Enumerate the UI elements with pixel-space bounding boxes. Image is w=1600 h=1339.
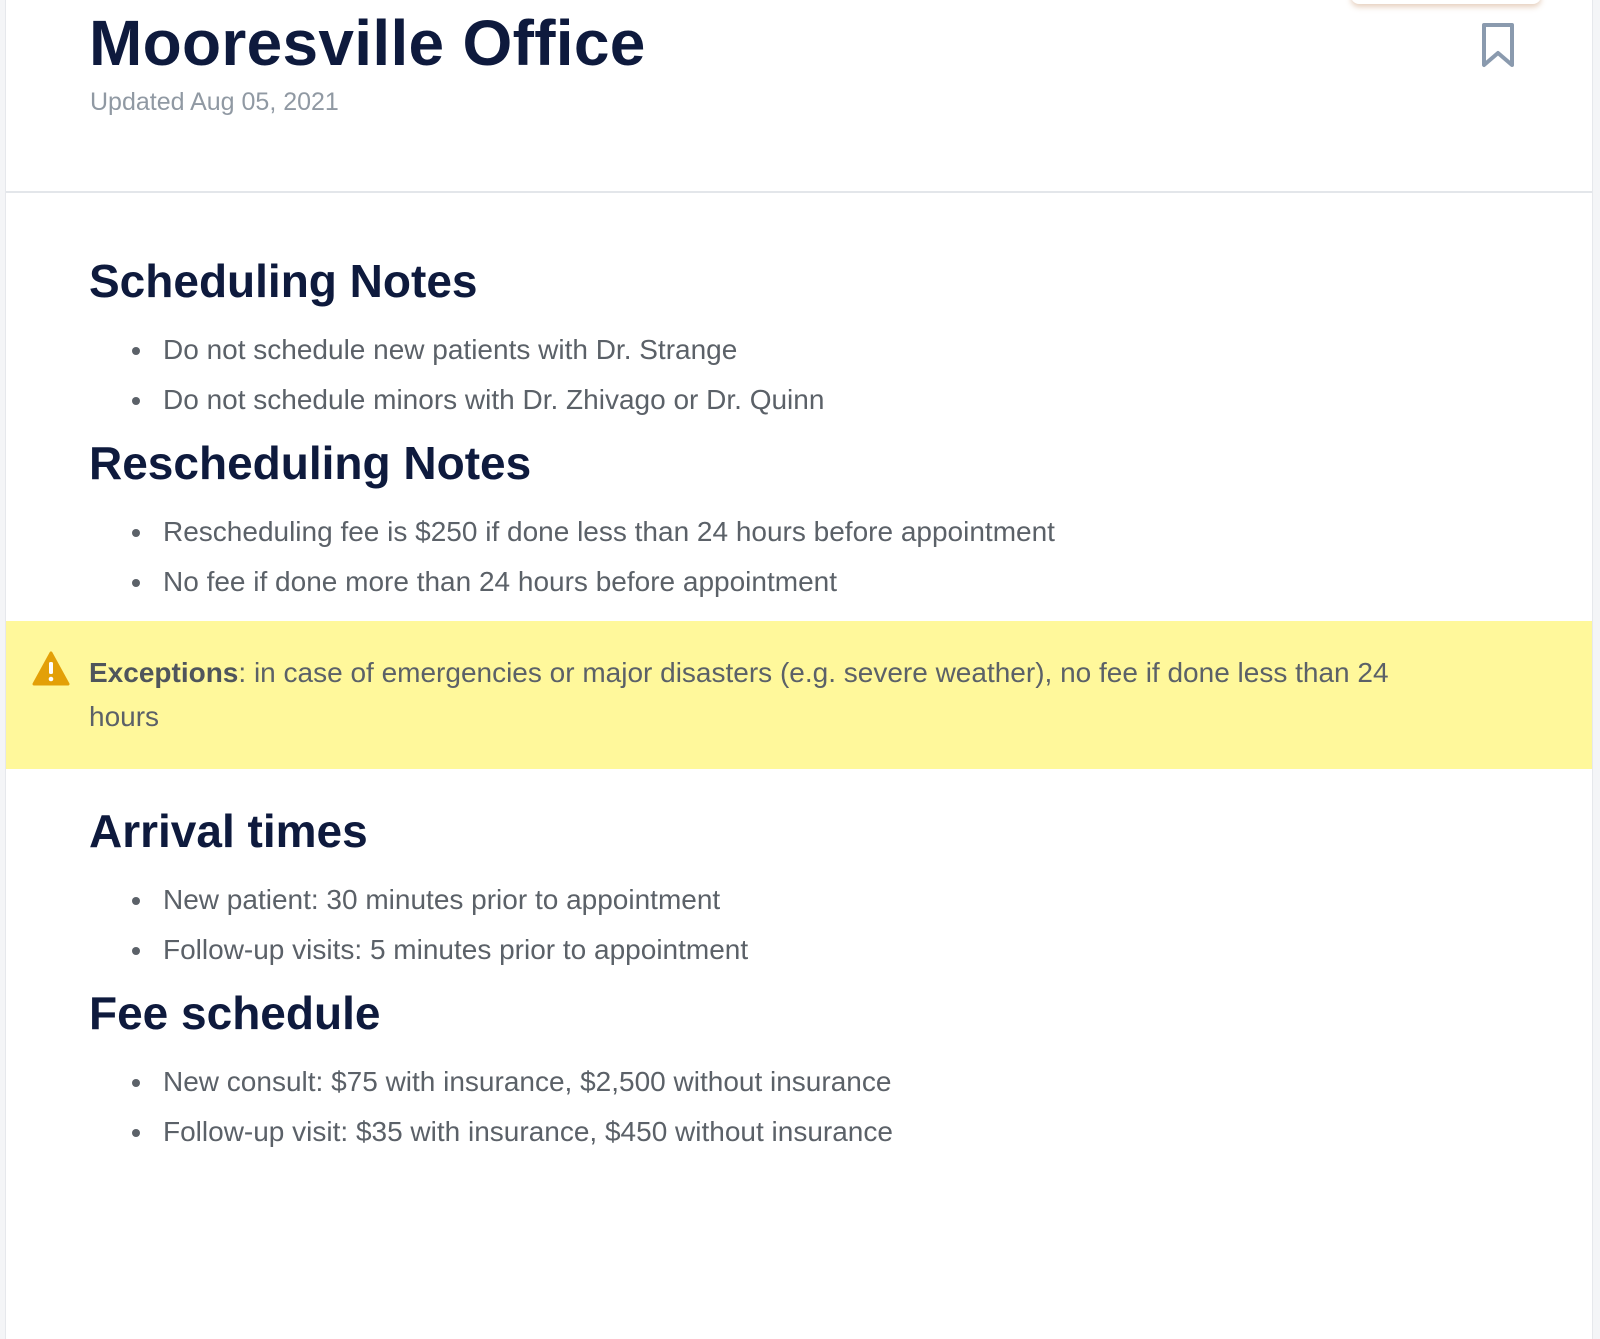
section-title-arrival: Arrival times [89, 805, 368, 857]
rescheduling-notes-list [6, 515, 1592, 599]
office-card [5, 0, 1593, 1339]
list-item: New patient: 30 minutes prior to appointment [6, 883, 1592, 917]
warning-icon [32, 651, 70, 687]
updated-date: Updated Aug 05, 2021 [90, 88, 339, 116]
exceptions-callout [6, 621, 1592, 769]
list-item: No fee if done more than 24 hours before appointment [6, 565, 1592, 599]
section-title-fee-schedule: Fee schedule [89, 987, 381, 1039]
list-item: Do not schedule minors with Dr. Zhivago or Dr. Quinn [6, 383, 1592, 417]
section-title-scheduling: Scheduling Notes [89, 255, 478, 307]
callout-text: : in case of emergencies or major disasters (e.g. severe weather), no fee if done less than 24 hours [89, 657, 1389, 732]
office-notes [6, 193, 1592, 1149]
list-item: Do not schedule new patients with Dr. Strange [6, 333, 1592, 367]
bookmark-icon[interactable] [1478, 22, 1518, 68]
callout-label: Exceptions [89, 657, 239, 688]
list-item: New consult: $75 with insurance, $2,500 without insurance [6, 1065, 1592, 1099]
arrival-times-list [6, 883, 1592, 967]
fee-schedule-list [6, 1065, 1592, 1149]
scheduling-notes-list [6, 333, 1592, 417]
list-item: Follow-up visit: $35 with insurance, $450 without insurance [6, 1115, 1592, 1149]
list-item: Rescheduling fee is $250 if done less than 24 hours before appointment [6, 515, 1592, 549]
list-item: Follow-up visits: 5 minutes prior to appointment [6, 933, 1592, 967]
section-title-rescheduling: Rescheduling Notes [89, 437, 532, 489]
office-header [6, 0, 1592, 193]
page-title: Mooresville Office [89, 7, 646, 79]
